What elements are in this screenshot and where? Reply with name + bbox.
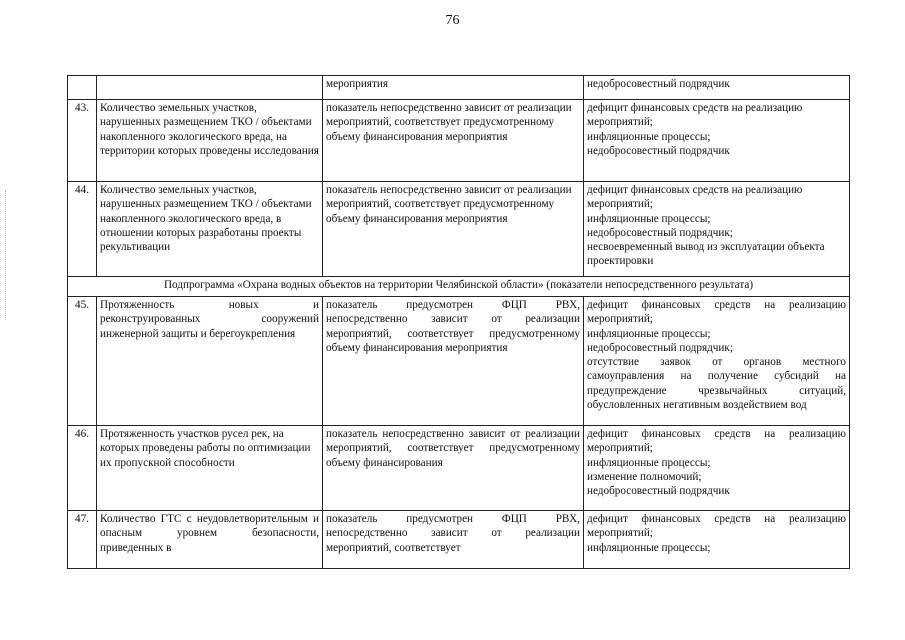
indicator-cell: Количество ГТС с неудовлетворительным и опасным уровнем безопасности, приведенных в — [97, 511, 323, 569]
risk-item: инфляционные процессы; — [587, 541, 711, 554]
risk-item: недобросовестный подрядчик — [587, 78, 730, 90]
comment-cell: мероприятия — [323, 76, 584, 100]
indicator-cell: Протяженность участков русел рек, на которых проведены работы по оптимизации их пропускной способности — [97, 426, 323, 511]
table-row — [68, 76, 850, 100]
risk-item: недобросовестный подрядчик; — [587, 341, 733, 354]
risks-cell — [584, 426, 850, 511]
row-number: 43. — [68, 100, 97, 182]
risk-item: недобросовестный подрядчик; — [587, 226, 733, 239]
risks-cell — [584, 182, 850, 277]
risk-item: инфляционные процессы; — [587, 327, 711, 340]
indicator-cell: Количество земельных участков, нарушенных размещением ТКО / объектами накопленного экологического вреда, на территории которых проведены исследования — [97, 100, 323, 182]
row-number — [68, 76, 97, 100]
comment-cell: показатель предусмотрен ФЦП РВХ, непосредственно зависит от реализации мероприятий, соответствует предусмотренному объему финансирования мероприятия — [323, 297, 584, 426]
subprogram-row — [68, 277, 850, 297]
indicator-cell: Протяженность новых и реконструированных сооружений инженерной защиты и берегоукрепления — [97, 297, 323, 426]
table-row — [68, 426, 850, 511]
risks-cell — [584, 511, 850, 569]
comment-cell: показатель непосредственно зависит от реализации мероприятий, соответствует предусмотренному объему финансирования — [323, 426, 584, 511]
indicator-cell — [97, 76, 323, 100]
risk-item: изменение полномочий; — [587, 470, 702, 483]
page-number: 76 — [445, 13, 460, 28]
row-number: 45. — [68, 297, 97, 426]
table-row — [68, 297, 850, 426]
scan-margin-mark — [5, 190, 7, 320]
risk-item: инфляционные процессы; — [587, 456, 711, 469]
risk-item: инфляционные процессы; — [587, 212, 711, 225]
risk-item: инфляционные процессы; — [587, 130, 711, 143]
risks-cell — [584, 297, 850, 426]
risk-item: дефицит финансовых средств на реализацию мероприятий; — [587, 513, 846, 540]
subprogram-heading: Подпрограмма «Охрана водных объектов на территории Челябинской области» (показатели непосредственного результата) — [68, 277, 850, 297]
row-number: 44. — [68, 182, 97, 277]
indicator-cell: Количество земельных участков, нарушенных размещением ТКО / объектами накопленного экологического вреда, в отношении которых разработаны проекты рекультивации — [97, 182, 323, 277]
risk-item: отсутствие заявок от органов местного самоуправления на получение субсидий на предупреждение чрезвычайных ситуаций, обусловленных негативным воздействием вод — [587, 356, 846, 412]
indicators-table — [67, 75, 850, 569]
risk-item: дефицит финансовых средств на реализацию мероприятий; — [587, 428, 846, 455]
risks-cell — [584, 100, 850, 182]
risk-item: дефицит финансовых средств на реализацию мероприятий; — [587, 102, 803, 129]
risk-item: несвоевременный вывод из эксплуатации объекта проектировки — [587, 241, 825, 268]
risk-item: недобросовестный подрядчик — [587, 144, 730, 157]
table-row — [68, 511, 850, 569]
risk-item: дефицит финансовых средств на реализацию мероприятий; — [587, 184, 803, 211]
row-number: 47. — [68, 511, 97, 569]
comment-cell: показатель предусмотрен ФЦП РВХ, непосредственно зависит от реализации мероприятий, соответствует — [323, 511, 584, 569]
table-row — [68, 100, 850, 182]
risk-item: дефицит финансовых средств на реализацию мероприятий; — [587, 299, 846, 326]
comment-cell: показатель непосредственно зависит от реализации мероприятий, соответствует предусмотренному объему финансирования мероприятия — [323, 182, 584, 277]
risks-cell — [584, 76, 850, 100]
table-row — [68, 182, 850, 277]
risk-item: недобросовестный подрядчик — [587, 485, 730, 498]
comment-cell: показатель непосредственно зависит от реализации мероприятий, соответствует предусмотренному объему финансирования мероприятия — [323, 100, 584, 182]
row-number: 46. — [68, 426, 97, 511]
